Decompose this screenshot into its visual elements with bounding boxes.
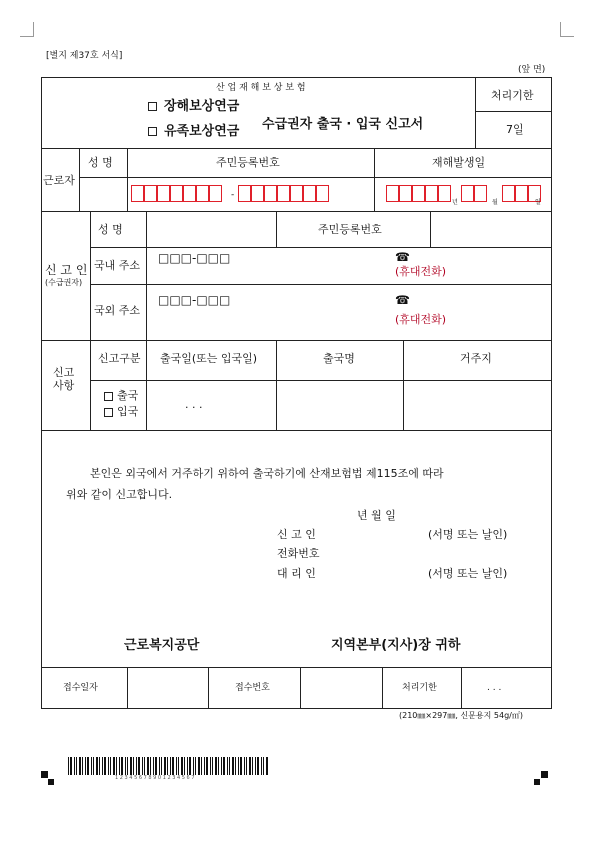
barcode-bar <box>181 757 183 775</box>
barcode-bar <box>218 757 219 775</box>
barcode-bar <box>249 757 251 775</box>
deadline-value: 7일 <box>506 123 524 136</box>
rrn-digit-box[interactable] <box>196 185 209 202</box>
worker-rrn-label: 주민등록번호 <box>216 156 280 169</box>
barcode-bar <box>102 757 103 775</box>
reporter-sign-label: 신 고 인 <box>277 528 316 541</box>
rrn-digit-box[interactable] <box>157 185 170 202</box>
barcode-bar <box>193 757 194 775</box>
phone-number-label: 전화번호 <box>277 547 320 560</box>
worker-section-label: 근로자 <box>43 174 75 187</box>
barcode-bar <box>229 757 230 775</box>
declaration-date[interactable]: 년 월 일 <box>357 509 396 522</box>
rrn-dash: - <box>231 190 235 200</box>
barcode-bar <box>74 757 75 775</box>
registration-mark <box>48 779 54 785</box>
barcode-bar <box>133 757 134 775</box>
form-number: [별지 제37호 서식] <box>46 51 123 61</box>
barcode-bar <box>159 757 160 775</box>
rrn-digit-box[interactable] <box>316 185 329 202</box>
registration-mark <box>41 771 48 778</box>
barcode-bar <box>108 757 109 775</box>
barcode-bar <box>76 757 77 775</box>
barcode-bar <box>164 757 166 775</box>
barcode-bar <box>221 757 222 775</box>
barcode-bar <box>87 757 89 775</box>
barcode-bar <box>127 757 128 775</box>
receipt-date-field[interactable] <box>128 668 208 708</box>
receipt-number-field[interactable] <box>301 668 382 708</box>
barcode-bar <box>161 757 162 775</box>
barcode-bar <box>125 757 126 775</box>
entry-checkbox[interactable] <box>104 408 113 417</box>
declaration-line-1: 본인은 외국에서 거주하기 위하여 출국하기에 산재보험법 제115조에 따라 <box>90 467 444 480</box>
barcode-bar <box>153 757 154 775</box>
year-digit-box[interactable] <box>438 185 451 202</box>
barcode-bar <box>223 757 225 775</box>
barcode-bar <box>263 757 264 775</box>
country-label: 출국명 <box>323 352 355 365</box>
barcode-bar <box>187 757 188 775</box>
barcode-bar <box>198 757 200 775</box>
barcode-bar <box>206 757 208 775</box>
foreign-postal-code[interactable]: □□□-□□□ <box>158 293 231 307</box>
barcode-bar <box>85 757 86 775</box>
barcode-bar <box>150 757 151 775</box>
barcode-bar <box>121 757 123 775</box>
reporter-section-label: 신 고 인 <box>45 263 88 277</box>
worker-name-field[interactable] <box>80 178 127 211</box>
domestic-phone-icon: ☎ <box>395 250 410 264</box>
barcode-bar <box>266 757 268 775</box>
reporter-section-sub: (수급권자) <box>45 278 83 287</box>
receipt-date-label: 접수일자 <box>63 683 98 693</box>
barcode-bar <box>96 757 98 775</box>
form-title: 수급권자 출국 · 입국 신고서 <box>262 117 424 132</box>
survivor-pension-checkbox[interactable] <box>148 127 157 136</box>
barcode-bar <box>240 757 242 775</box>
rrn-digit-box[interactable] <box>209 185 222 202</box>
barcode-bar <box>93 757 94 775</box>
rrn-digit-box[interactable] <box>264 185 277 202</box>
worker-name-label: 성 명 <box>88 156 113 169</box>
barcode-bar <box>261 757 262 775</box>
date-unit-year: 년 <box>452 199 458 206</box>
barcode-bar <box>79 757 81 775</box>
barcode-bar <box>178 757 179 775</box>
barcode-bar <box>116 757 117 775</box>
barcode-bar <box>172 757 174 775</box>
reporter-name-field[interactable] <box>147 212 276 247</box>
rrn-digit-box[interactable] <box>183 185 196 202</box>
foreign-phone-icon: ☎ <box>395 293 410 307</box>
barcode-bar <box>68 757 69 775</box>
day-digit-box[interactable] <box>515 185 528 202</box>
date-unit-day: 일 <box>535 199 541 206</box>
injury-date-label: 재해발생일 <box>432 156 486 169</box>
barcode-bar <box>130 757 132 775</box>
barcode-bar <box>113 757 115 775</box>
barcode-bar <box>138 757 140 775</box>
reporter-rrn-label: 주민등록번호 <box>318 223 382 236</box>
barcode-bar <box>255 757 256 775</box>
year-digit-box[interactable] <box>386 185 399 202</box>
barcode-bar <box>167 757 168 775</box>
month-digit-box[interactable] <box>461 185 474 202</box>
domestic-address-label: 국내 주소 <box>94 259 141 272</box>
survivor-pension-label: 유족보상연금 <box>164 124 240 139</box>
report-date-field[interactable]: . . . <box>185 398 203 411</box>
barcode-bar <box>119 757 120 775</box>
addressee-organization: 근로복지공단 <box>124 638 200 653</box>
footer-deadline-value[interactable]: . . . <box>487 683 502 693</box>
barcode-caption: 1 2 3 4 5 6 7 8 9 0 1 2 3 4 5 6 7 <box>115 775 195 781</box>
org-caption: 산 업 재 해 보 상 보 험 <box>216 83 306 93</box>
country-field[interactable] <box>277 381 403 430</box>
barcode-bar <box>144 757 145 775</box>
year-digit-box[interactable] <box>412 185 425 202</box>
foreign-address-label: 국외 주소 <box>94 304 141 317</box>
barcode-bar <box>82 757 83 775</box>
barcode-bar <box>257 757 259 775</box>
departure-label: 출국 <box>117 389 139 402</box>
barcode-bar <box>189 757 191 775</box>
barcode-bar <box>232 757 234 775</box>
addressee-office: 지역본부(지사)장 귀하 <box>331 638 461 653</box>
year-digit-box[interactable] <box>425 185 438 202</box>
report-type-label: 신고구분 <box>98 352 141 365</box>
month-digit-box[interactable] <box>474 185 487 202</box>
report-section-sub: 사항 <box>53 379 75 392</box>
barcode-bar <box>215 757 217 775</box>
declaration-line-2: 위와 같이 신고합니다. <box>66 488 173 501</box>
entry-label: 입국 <box>117 405 139 418</box>
barcode-bar <box>184 757 185 775</box>
barcode-bar <box>235 757 236 775</box>
barcode-bar <box>227 757 228 775</box>
barcode-bar <box>204 757 205 775</box>
barcode-bar <box>246 757 247 775</box>
reporter-rrn-field[interactable] <box>431 212 551 247</box>
date-unit-month: 월 <box>492 199 498 206</box>
residence-label: 거주지 <box>460 352 492 365</box>
rrn-digit-box[interactable] <box>131 185 144 202</box>
barcode-bar <box>238 757 239 775</box>
domestic-mobile-label: (휴대전화) <box>395 265 447 278</box>
rrn-digit-box[interactable] <box>144 185 157 202</box>
reporter-name-label: 성 명 <box>98 223 123 236</box>
barcode-bar <box>147 757 149 775</box>
rrn-digit-box[interactable] <box>290 185 303 202</box>
barcode-bar <box>212 757 213 775</box>
barcode-bar <box>170 757 171 775</box>
footer-deadline-label: 처리기한 <box>402 683 437 693</box>
barcode-bar <box>104 757 106 775</box>
report-section-label: 신고 <box>53 366 75 379</box>
agent-sign-note: (서명 또는 날인) <box>428 567 508 580</box>
barcode-bar <box>244 757 245 775</box>
barcode-bar <box>136 757 137 775</box>
departure-checkbox[interactable] <box>104 392 113 401</box>
barcode-bar <box>70 757 72 775</box>
day-digit-box[interactable] <box>502 185 515 202</box>
rrn-digit-box[interactable] <box>277 185 290 202</box>
agent-sign-label: 대 리 인 <box>277 567 316 580</box>
barcode-bar <box>142 757 143 775</box>
registration-mark <box>534 779 540 785</box>
barcode-bar <box>176 757 177 775</box>
barcode-bar <box>110 757 111 775</box>
disability-pension-label: 장해보상연금 <box>164 99 240 114</box>
rrn-digit-box[interactable] <box>170 185 183 202</box>
barcode-bar <box>195 757 196 775</box>
disability-pension-checkbox[interactable] <box>148 102 157 111</box>
deadline-label: 처리기한 <box>491 89 534 102</box>
residence-field[interactable] <box>404 381 551 430</box>
registration-mark <box>541 771 548 778</box>
reporter-sign-note: (서명 또는 날인) <box>428 528 508 541</box>
paper-spec: (210㎜×297㎜, 신문용지 54g/㎡) <box>399 711 523 720</box>
receipt-number-label: 접수번호 <box>235 683 270 693</box>
barcode-bar <box>201 757 202 775</box>
report-date-label: 출국일(또는 입국일) <box>160 352 258 365</box>
page-side-label: (앞 면) <box>518 65 546 75</box>
rrn-digit-box[interactable] <box>238 185 251 202</box>
barcode-bar <box>91 757 92 775</box>
barcode-bar <box>252 757 253 775</box>
barcode-bar <box>99 757 100 775</box>
foreign-mobile-label: (휴대전화) <box>395 313 447 326</box>
barcode-bar <box>210 757 211 775</box>
year-digit-box[interactable] <box>399 185 412 202</box>
rrn-digit-box[interactable] <box>303 185 316 202</box>
rrn-digit-box[interactable] <box>251 185 264 202</box>
domestic-postal-code[interactable]: □□□-□□□ <box>158 251 231 265</box>
barcode-bar <box>155 757 157 775</box>
